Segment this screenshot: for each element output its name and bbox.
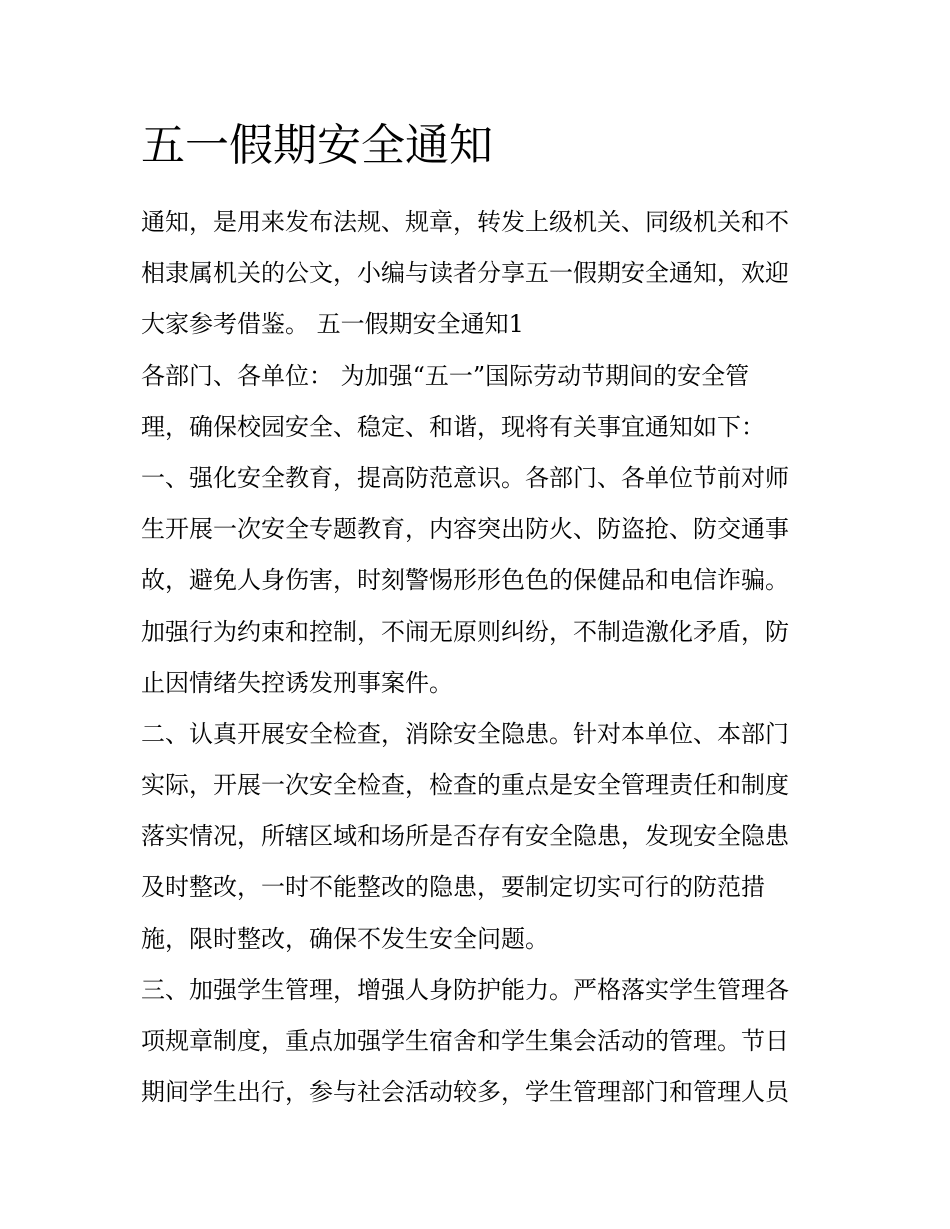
body-line: 实际，开展一次安全检查，检查的重点是安全管理责任和制度	[141, 771, 789, 800]
body-line: 止因情绪失控诱发刑事案件。	[141, 668, 453, 697]
body-line: 各部门、各单位： 为加强“五一”国际劳动节期间的安全管	[141, 361, 750, 390]
body-line: 及时整改，一时不能整改的隐患，要制定切实可行的防范措	[141, 873, 765, 902]
body-line: 生开展一次安全专题教育，内容突出防火、防盗抢、防交通事	[141, 515, 789, 544]
body-line: 加强行为约束和控制，不闹无原则纠纷，不制造激化矛盾，防	[141, 617, 789, 646]
body-line: 施，限时整改，确保不发生安全问题。	[141, 924, 549, 953]
document-title: 五一假期安全通知	[141, 120, 493, 171]
body-line: 一、强化安全教育，提高防范意识。各部门、各单位节前对师	[141, 463, 789, 492]
body-line: 二、认真开展安全检查，消除安全隐患。针对本单位、本部门	[141, 719, 789, 748]
body-line: 期间学生出行，参与社会活动较多，学生管理部门和管理人员	[141, 1078, 789, 1107]
body-line: 三、加强学生管理，增强人身防护能力。严格落实学生管理各	[141, 975, 789, 1004]
body-line: 大家参考借鉴。 五一假期安全通知1	[141, 310, 524, 339]
body-line: 落实情况，所辖区域和场所是否存有安全隐患，发现安全隐患	[141, 822, 789, 851]
body-line: 理，确保校园安全、稳定、和谐，现将有关事宜通知如下：	[141, 412, 765, 441]
body-line: 通知，是用来发布法规、规章，转发上级机关、同级机关和不	[141, 208, 789, 236]
document-body	[141, 197, 811, 1118]
body-line: 相隶属机关的公文，小编与读者分享五一假期安全通知，欢迎	[141, 259, 789, 288]
body-line: 故，避免人身伤害，时刻警惕形形色色的保健品和电信诈骗。	[141, 566, 789, 595]
body-line: 项规章制度，重点加强学生宿舍和学生集会活动的管理。节日	[141, 1027, 789, 1055]
